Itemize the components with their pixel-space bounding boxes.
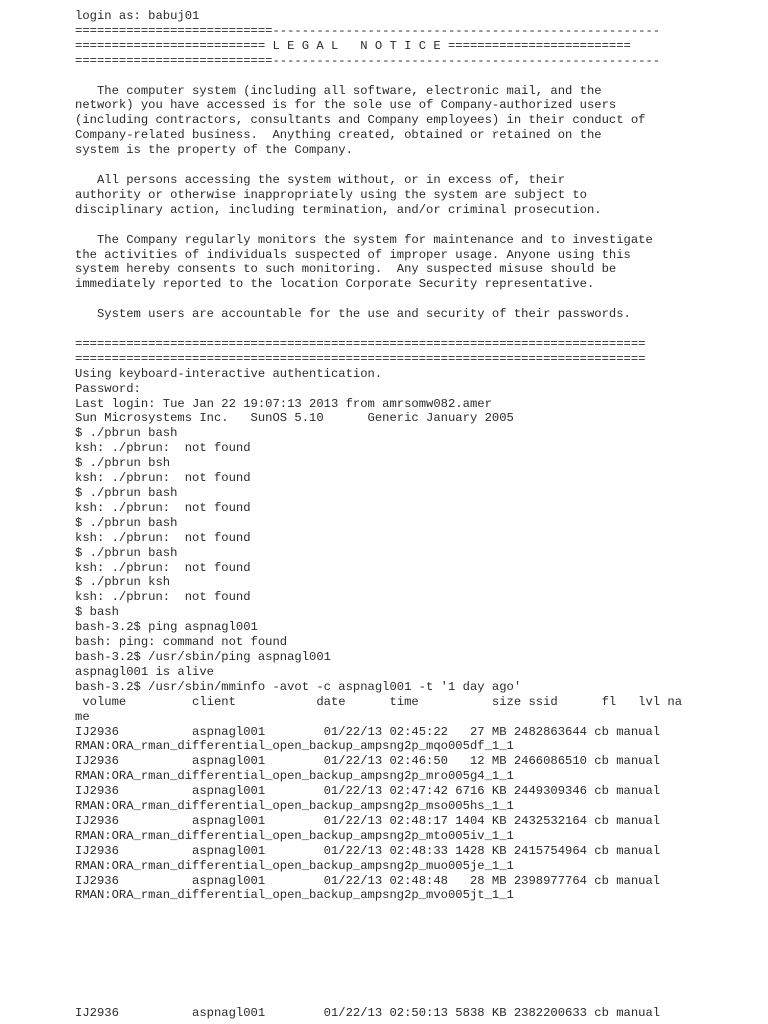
notice-text-line: System users are accountable for the use and security of their passwords.: [75, 307, 631, 322]
shell-command: $ ./pbrun bash: [75, 515, 178, 530]
blank-line: [75, 322, 765, 337]
shell-output: ksh: ./pbrun: not found: [75, 590, 251, 605]
notice-text-line: All persons accessing the system without, or in excess of, their: [75, 172, 566, 187]
shell-output: bash: ping: command not found: [75, 635, 288, 650]
shell-command: $ ./pbrun bash: [75, 426, 178, 441]
blank-line: [75, 69, 765, 84]
shell-command: bash-3.2$ /usr/sbin/mminfo -avot -c aspnagl001 -t '1 day ago': [75, 679, 522, 694]
mminfo-row: IJ2936 aspnagl001 01/22/13 02:48:48 28 MB 2398977764 cb manual: [75, 873, 661, 888]
separator-line: ===========================-----------------------------------------------------: [75, 23, 661, 38]
legal-notice-heading: ========================== L E G A L N O T I C E =========================: [75, 38, 631, 53]
mminfo-row: IJ2936 aspnagl001 01/22/13 02:46:50 12 MB 2466086510 cb manual: [75, 754, 661, 769]
shell-output: ksh: ./pbrun: not found: [75, 441, 251, 456]
notice-text-line: The Company regularly monitors the system for maintenance and to investigate: [75, 232, 653, 247]
shell-output: ksh: ./pbrun: not found: [75, 500, 251, 515]
notice-text-line: system is the property of the Company.: [75, 143, 353, 158]
system-info: Sun Microsystems Inc. SunOS 5.10 Generic January 2005: [75, 411, 514, 426]
mminfo-row: IJ2936 aspnagl001 01/22/13 02:45:22 27 MB 2482863644 cb manual: [75, 724, 661, 739]
blank-line: [75, 218, 765, 233]
mminfo-header: volume client date time size ssid fl lvl na: [75, 694, 683, 709]
shell-command: bash-3.2$ /usr/sbin/ping aspnagl001: [75, 649, 331, 664]
separator-line: ==============================================================================: [75, 336, 646, 351]
shell-command: $ ./pbrun bsh: [75, 456, 171, 471]
blank-line: [75, 292, 765, 307]
blank-line: [75, 158, 765, 173]
mminfo-row-name: RMAN:ORA_rman_differential_open_backup_ampsng2p_muo005je_1_1: [75, 858, 514, 873]
login-prompt: login as: babuj01: [75, 9, 200, 23]
notice-text-line: disciplinary action, including termination, and/or criminal prosecution.: [75, 202, 602, 217]
shell-output: ksh: ./pbrun: not found: [75, 560, 251, 575]
mminfo-row-name: RMAN:ORA_rman_differential_open_backup_ampsng2p_mqo005df_1_1: [75, 739, 514, 754]
mminfo-row-name: RMAN:ORA_rman_differential_open_backup_ampsng2p_mro005g4_1_1: [75, 769, 514, 784]
shell-command: $ ./pbrun bash: [75, 545, 178, 560]
mminfo-row: IJ2936 aspnagl001 01/22/13 02:50:13 5838 KB 2382200633 cb manual: [75, 1006, 661, 1020]
notice-text-line: the activities of individuals suspected of improper usage. Anyone using this: [75, 247, 631, 262]
shell-command: bash-3.2$ ping aspnagl001: [75, 620, 258, 635]
shell-output: aspnagl001 is alive: [75, 664, 214, 679]
notice-text-line: The computer system (including all software, electronic mail, and the: [75, 83, 602, 98]
mminfo-row-name: RMAN:ORA_rman_differential_open_backup_ampsng2p_mvo005jt_1_1: [75, 888, 514, 903]
notice-text-line: network) you have accessed is for the sole use of Company-authorized users: [75, 98, 617, 113]
shell-command: $ bash: [75, 605, 119, 620]
terminal-output: [75, 9, 765, 903]
mminfo-header: me: [75, 709, 90, 724]
mminfo-row: IJ2936 aspnagl001 01/22/13 02:47:42 6716 KB 2449309346 cb manual: [75, 784, 661, 799]
shell-output: ksh: ./pbrun: not found: [75, 530, 251, 545]
mminfo-row-name: RMAN:ORA_rman_differential_open_backup_ampsng2p_mso005hs_1_1: [75, 799, 514, 814]
notice-text-line: system hereby consents to such monitoring. Any suspected misuse should be: [75, 262, 617, 277]
mminfo-row: IJ2936 aspnagl001 01/22/13 02:48:17 1404 KB 2432532164 cb manual: [75, 813, 661, 828]
shell-command: $ ./pbrun bash: [75, 486, 178, 500]
separator-line: ==============================================================================: [75, 351, 646, 366]
password-prompt: Password:: [75, 381, 141, 396]
shell-command: $ ./pbrun ksh: [75, 575, 171, 590]
shell-output: ksh: ./pbrun: not found: [75, 471, 251, 486]
notice-text-line: authority or otherwise inappropriately using the system are subject to: [75, 187, 587, 202]
auth-message: Using keyboard-interactive authentication.: [75, 366, 383, 381]
separator-line: ===========================-----------------------------------------------------: [75, 53, 661, 68]
mminfo-row: IJ2936 aspnagl001 01/22/13 02:48:33 1428 KB 2415754964 cb manual: [75, 843, 661, 858]
mminfo-row-name: RMAN:ORA_rman_differential_open_backup_ampsng2p_mto005iv_1_1: [75, 828, 514, 843]
last-login-info: Last login: Tue Jan 22 19:07:13 2013 from amrsomw082.amer: [75, 396, 492, 411]
notice-text-line: immediately reported to the location Corporate Security representative.: [75, 277, 595, 292]
notice-text-line: (including contractors, consultants and Company employees) in their conduct of: [75, 113, 646, 128]
notice-text-line: Company-related business. Anything created, obtained or retained on the: [75, 128, 602, 143]
terminal-footer: [75, 1006, 765, 1021]
